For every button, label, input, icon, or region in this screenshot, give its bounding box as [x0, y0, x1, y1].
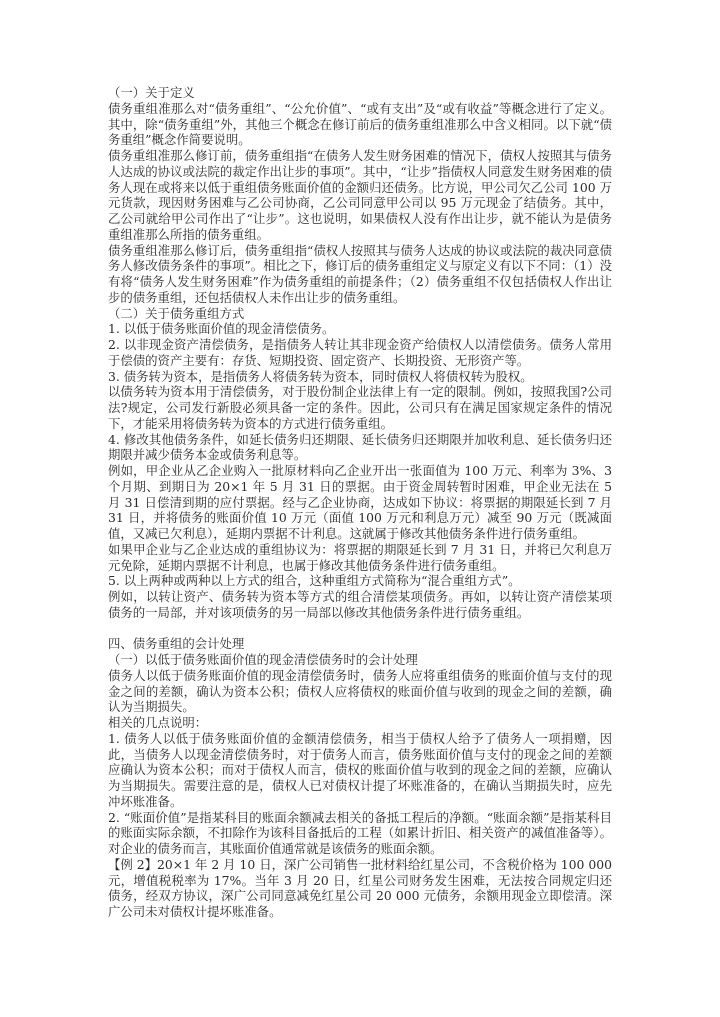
list-item: 4. 修改其他债务条件，如延长债务归还期限、延长债务归还期限并加收利息、延长债务归还期限并减少债务本金或债务利息等。 — [108, 431, 612, 463]
paragraph: 债务人以低于债务账面价值的现金清偿债务时，债务人应将重组债务的账面价值与支付的现金之间的差额，确认为资本公积；债权人应将债权的账面价值与收到的现金之间的差额，确认为当期损失。 — [108, 667, 612, 715]
paragraph: 债务重组准那么修订前，债务重组指“在债务人发生财务困难的情况下，债权人按照其与债务人达成的协议或法院的裁定作出让步的事项”。其中，“让步”指债权人同意发生财务困难的债务人现在或将来以低于重组债务账面价值的金额归还债务。比方说，甲公司欠乙公司 100 万元货款，现因财务困难与乙公司协商，乙公司同意甲公司以 95 万元现金了结债务。其中，乙公司就给甲公司作出了“让步”。这也说明，如果债权人没有作出让步，就不能认为是债务重组准那么所指的债务重组。 — [108, 148, 612, 242]
blank-line — [108, 621, 612, 637]
paragraph: 以债务转为资本用于清偿债务，对于股份制企业法律上有一定的限制。例如，按照我国?公司法?规定，公司发行新股必须具备一定的条件。因此，公司只有在满足国家规定条件的情况下，才能采用将债务转为资本的方式进行债务重组。 — [108, 384, 612, 431]
paragraph: 相关的几点说明： — [108, 715, 208, 730]
section-heading-accounting: 四、债务重组的会计处理 — [108, 636, 245, 652]
list-item: 3. 债务转为资本，是指债务人将债务转为资本，同时债权人将债权转为股权。 — [108, 368, 533, 384]
section-heading-methods: （二）关于债务重组方式 — [108, 305, 245, 321]
section-heading-definition: （一）关于定义 — [108, 85, 195, 100]
paragraph: 债务重组准那么修订后，债务重组指“债权人按照其与债务人达成的协议或法院的裁决同意债务人修改债务条件的事项”。相比之下，修订后的债务重组定义与原定义有以下不同：（1）没有将“债务人发生财务困难”作为债务重组的前提条件；（2）债务重组不仅包括债权人作出让步的债务重组，还包括债权人未作出让步的债务重组。 — [108, 242, 612, 305]
list-item: 2. “账面价值”是指某科目的账面余额减去相关的备抵工程后的净额。“账面余额”是指某科目的账面实际余额，不扣除作为该科目备抵后的工程（如累计折旧、相关资产的减值准备等）。对企业的债务而言，其账面价值通常就是该债务的账面余额。 — [108, 809, 612, 856]
list-item: 2. 以非现金资产清偿债务，是指债务人转让其非现金资产给债权人以清偿债务。债务人常用于偿债的资产主要有：存货、短期投资、固定资产、长期投资、无形资产等。 — [108, 337, 612, 368]
list-item: 1. 债务人以低于债务账面价值的金额清偿债务，相当于债权人给予了债务人一项捐赠，因此，当债务人以现金清偿债务时，对于债务人而言，债务账面价值与支付的现金之间的差额应确认为资本公积；而对于债权人而言，债权的账面价值与收到的现金之间的差额，应确认为当期损失。需要注意的是，债权人已对债权计提了坏账准备的，在确认当期损失时，应先冲坏账准备。 — [108, 730, 612, 809]
document-page — [108, 85, 612, 920]
subsection-heading-cash: （一）以低于债务账面价值的现金清偿债务时的会计处理 — [108, 652, 418, 667]
list-item: 5. 以上两种或两种以上方式的组合，这种重组方式简称为“混合重组方式”。 — [108, 573, 521, 589]
paragraph: 债务重组准那么对“债务重组”、“公允价值”、“或有支出”及“或有收益”等概念进行了定义。其中，除“债务重组”外，其他三个概念在修订前后的债务重组准那么中含义相同。以下就“债务重组”概念作简要说明。 — [108, 100, 612, 148]
example-paragraph: 【例 2】20×1 年 2 月 10 日，深广公司销售一批材料给红星公司，不含税价格为 100 000 元，增值税税率为 17%。当年 3 月 20 日，红星公司财务发生困难，无法按合同规定归还债务，经双方协议，深广公司同意减免红星公司 20 000 元债务，余额用现金立即偿清。深广公司未对债权计提坏账准备。 — [108, 856, 612, 919]
list-item: 1. 以低于债务账面价值的现金清偿债务。 — [108, 321, 335, 337]
paragraph: 如果甲企业与乙企业达成的重组协议为：将票据的期限延长到 7 月 31 日，并将已欠利息万元免除，延期内票据不计利息，也属于修改其他债务条件进行债务重组。 — [108, 541, 612, 573]
paragraph: 例如，以转让资产、债务转为资本等方式的组合清偿某项债务。再如，以转让资产清偿某项债务的一局部，并对该项债务的另一局部以修改其他债务条件进行债务重组。 — [108, 589, 612, 620]
paragraph: 例如，甲企业从乙企业购入一批原材料向乙企业开出一张面值为 100 万元、利率为 3%、3 个月期、到期日为 20×1 年 5 月 31 日的票据。由于资金周转暂时困难，甲企业无法在 5 月 31 日偿清到期的应付票据。经与乙企业协商，达成如下协议：将票据的期限延长到 7 月 31 日，并将债务的账面价值 10 万元（面值 100 万元和利息万元）减至 90 万元（既减面值，又减已欠利息），延期内票据不计利息。这就属于修改其他债务条件进行债务重组。 — [108, 463, 612, 541]
